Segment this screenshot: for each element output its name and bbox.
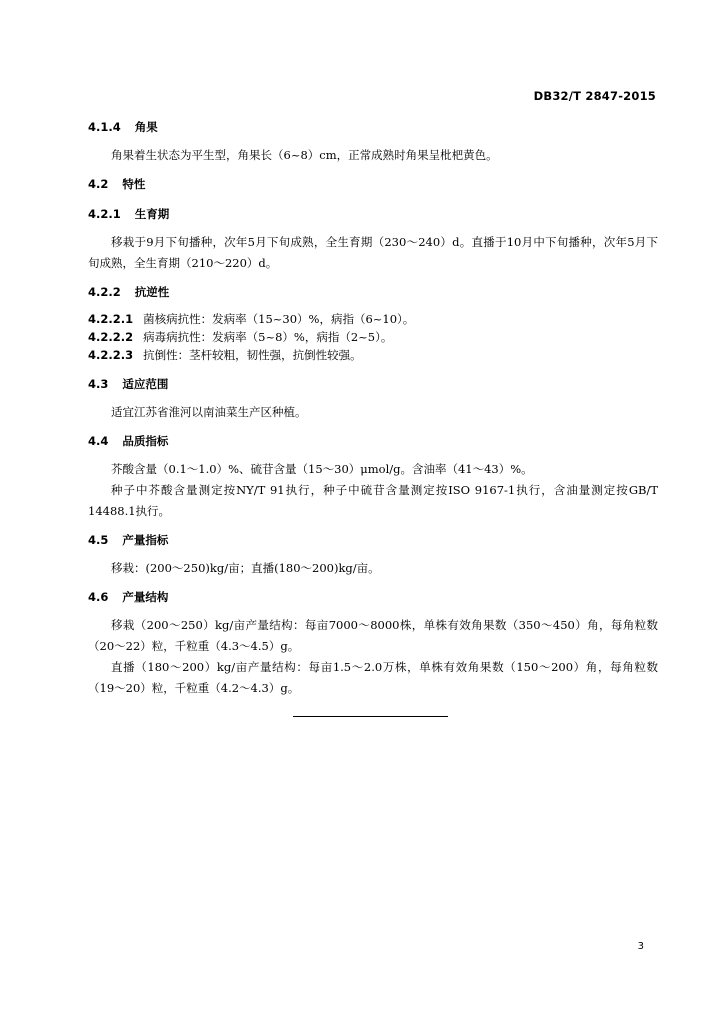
end-of-text-rule — [293, 716, 448, 717]
paragraph: 适宜江苏省淮河以南油菜生产区种植。 — [111, 405, 307, 419]
clause-4-2-2-2 — [88, 328, 658, 346]
clause-number: 4.2.2.1 — [88, 312, 134, 326]
paragraph: 移栽于9月下旬播种，次年5月下旬成熟，全生育期（230～240）d。直播于10月中下旬播种，次年5月下旬成熟，全生育期（210～220）d。 — [88, 235, 658, 270]
heading-title: 特性 — [122, 177, 146, 191]
heading-4-5 — [88, 530, 658, 550]
heading-4-4 — [88, 431, 658, 451]
heading-4-3 — [88, 374, 658, 394]
page-number: 3 — [637, 941, 644, 952]
clause-number: 4.2.2.2 — [88, 330, 134, 344]
clause-text: 菌核病抗性：发病率（15~30）%，病指（6~10）。 — [143, 312, 415, 326]
heading-number: 4.5 — [88, 533, 109, 547]
heading-title: 生育期 — [134, 207, 170, 221]
heading-number: 4.6 — [88, 590, 109, 604]
heading-title: 抗逆性 — [134, 285, 170, 299]
heading-number: 4.4 — [88, 434, 109, 448]
clause-4-2-2-1 — [88, 310, 658, 328]
paragraph: 角果着生状态为平生型，角果长（6~8）cm，正常成熟时角果呈枇杷黄色。 — [111, 148, 498, 162]
paragraph: 移栽：(200～250)kg/亩；直播(180～200)kg/亩。 — [111, 561, 380, 575]
heading-number: 4.1.4 — [88, 120, 121, 134]
paragraph: 直播（180～200）kg/亩产量结构：每亩1.5～2.0万株，单株有效角果数（150～200）角，每角粒数（19～20）粒，千粒重（4.2～4.3）g。 — [88, 660, 658, 695]
heading-4-2 — [88, 174, 658, 194]
paragraph: 芥酸含量（0.1～1.0）%、硫苷含量（15～30）μmol/g。含油率（41～43）%。 — [111, 462, 533, 476]
clause-number: 4.2.2.3 — [88, 348, 134, 362]
document-body — [88, 117, 658, 699]
heading-4-2-2 — [88, 282, 658, 302]
paragraph: 移栽（200～250）kg/亩产量结构：每亩7000～8000株，单株有效角果数（350～450）角，每角粒数（20～22）粒，千粒重（4.3～4.5）g。 — [88, 618, 658, 653]
heading-title: 角果 — [134, 120, 158, 134]
heading-title: 品质指标 — [122, 434, 169, 448]
clause-text: 病毒病抗性：发病率（5~8）%，病指（2~5）。 — [143, 330, 393, 344]
heading-4-6 — [88, 587, 658, 607]
heading-title: 产量指标 — [122, 533, 169, 547]
heading-number: 4.2.1 — [88, 207, 121, 221]
clause-4-2-2-3 — [88, 346, 658, 364]
heading-number: 4.2 — [88, 177, 109, 191]
heading-number: 4.2.2 — [88, 285, 121, 299]
standard-code: DB32/T 2847-2015 — [533, 89, 656, 103]
heading-4-2-1 — [88, 204, 658, 224]
heading-title: 适应范围 — [122, 377, 169, 391]
paragraph: 种子中芥酸含量测定按NY/T 91执行，种子中硫苷含量测定按ISO 9167-1执行，含油量测定按GB/T 14488.1执行。 — [88, 483, 658, 518]
heading-4-1-4 — [88, 117, 658, 137]
heading-number: 4.3 — [88, 377, 109, 391]
clause-text: 抗倒性：茎杆较粗，韧性强，抗倒性较强。 — [143, 348, 362, 362]
heading-title: 产量结构 — [122, 590, 169, 604]
